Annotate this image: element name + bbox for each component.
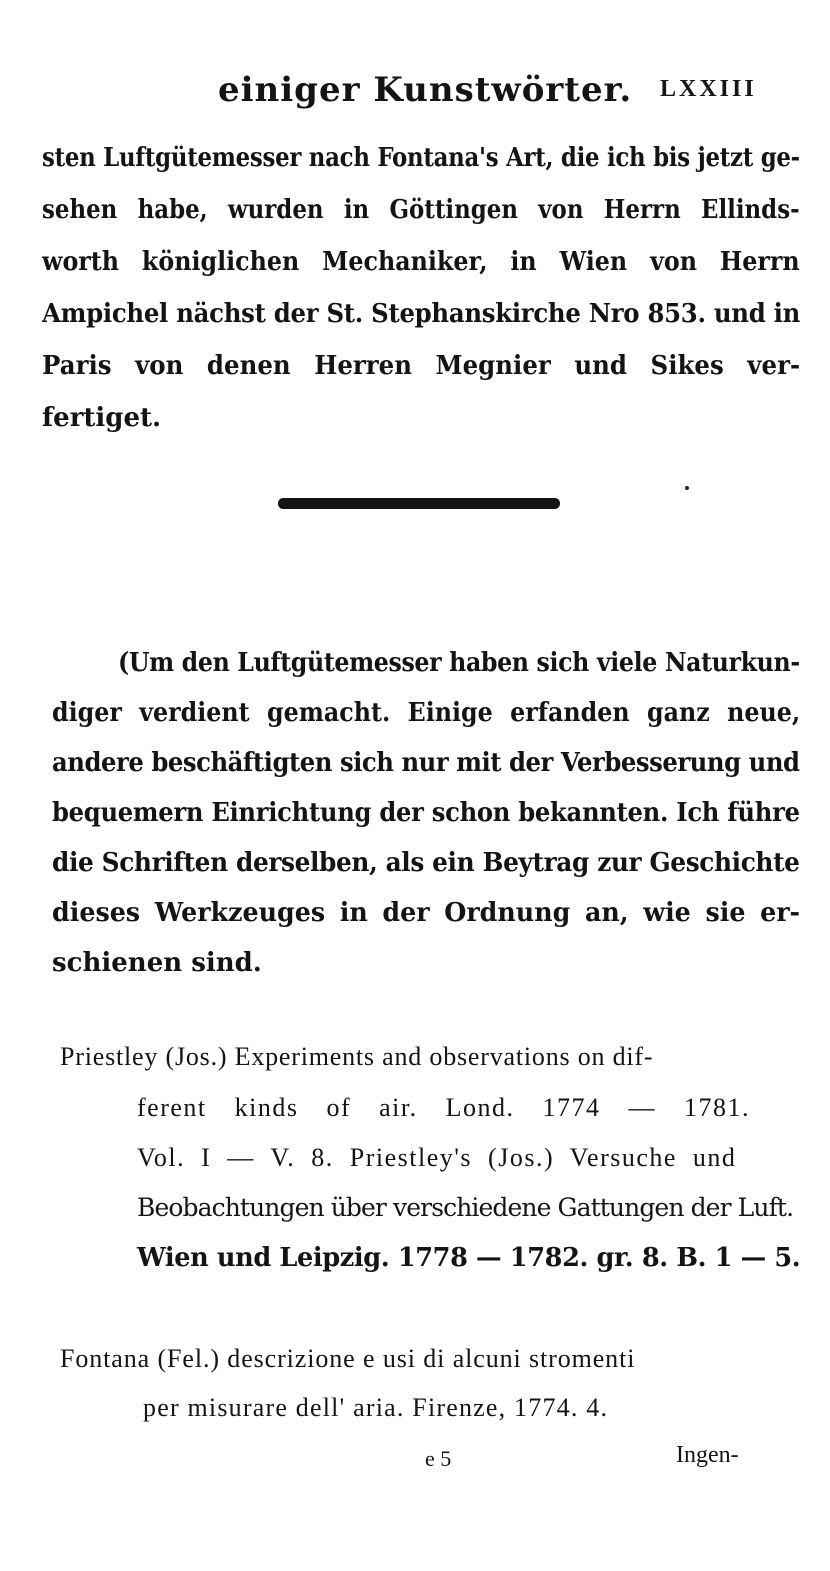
- text-line: sten Luftgütemesser nach Fontana's Art, die ich bis jetzt ge-: [42, 143, 800, 173]
- text-line: Paris von denen Herren Megnier und Sikes ver-: [42, 351, 801, 381]
- running-title: einiger Kunstwörter.: [218, 70, 633, 110]
- text-line: andere beschäftigten sich nur mit der Verbesserung und: [52, 748, 800, 778]
- text-line: diger verdient gemacht. Einige erfanden ganz neue,: [52, 698, 801, 728]
- print-speck: [685, 486, 689, 490]
- section-divider-rule: [278, 498, 560, 509]
- text-line: bequemern Einrichtung der schon bekannten. Ich führe: [52, 798, 800, 828]
- text-line: Fontana (Fel.) descrizione e usi di alcuni stromenti: [60, 1344, 636, 1373]
- text-line: schienen sind.: [52, 948, 262, 978]
- catchword: Ingen-: [676, 1442, 739, 1468]
- text-line: die Schriften derselben, als ein Beytrag zur Geschichte: [52, 848, 800, 878]
- text-line: Wien und Leipzig. 1778 — 1782. gr. 8. B. 1 — 5.: [137, 1243, 801, 1273]
- signature-mark: e 5: [425, 1446, 452, 1471]
- text-line: Ampichel nächst der St. Stephanskirche Nro 853. und in: [42, 299, 801, 329]
- text-line: sehen habe, wurden in Göttingen von Herrn Ellinds-: [42, 195, 800, 225]
- text-line: (Um den Luftgütemesser haben sich viele Naturkun-: [118, 648, 800, 678]
- text-line: dieses Werkzeuges in der Ordnung an, wie sie er-: [52, 898, 801, 928]
- text-line: fertiget.: [42, 403, 162, 433]
- text-line: Beobachtungen über verschiedene Gattungen der Luft.: [137, 1193, 794, 1222]
- text-line: Priestley (Jos.) Experiments and observations on dif-: [60, 1042, 654, 1071]
- page-number: LXXIII: [660, 76, 757, 102]
- text-line: ferent kinds of air. Lond. 1774 — 1781.: [137, 1093, 750, 1122]
- text-line: worth königlichen Mechaniker, in Wien von Herrn: [42, 247, 800, 277]
- text-line: per misurare dell' aria. Firenze, 1774. 4.: [143, 1393, 609, 1422]
- text-line: Vol. I — V. 8. Priestley's (Jos.) Versuche und: [137, 1143, 737, 1172]
